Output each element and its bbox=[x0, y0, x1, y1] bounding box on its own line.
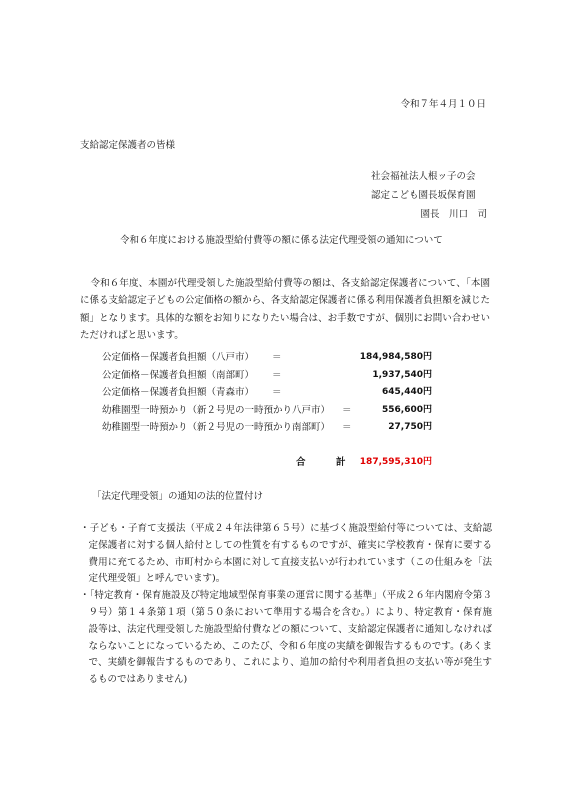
amount-row bbox=[102, 386, 432, 404]
amount-value: 184,984,580円 bbox=[359, 352, 432, 362]
amount-equals: ＝ bbox=[342, 404, 352, 416]
total-row bbox=[296, 456, 432, 473]
amount-row bbox=[102, 369, 432, 387]
section-title: 「法定代理受領」の通知の法的位置付け bbox=[92, 491, 264, 502]
amount-equals: ＝ bbox=[272, 387, 282, 398]
amount-equals: ＝ bbox=[272, 369, 282, 381]
legal-basis-bullet: ・子ども・子育て支援法（平成２４年法律第６５号）に基づく施設型給付等については、支給認定保護者に対する個人給付としての性質を有するものですが、確実に学校教育・保育に要する費用に充てるため、市町村から本園に対して直接支払いが行われています（この仕組みを「法定代理受領」と呼んでいます)。 bbox=[80, 523, 492, 585]
total-label-1: 合 bbox=[296, 457, 306, 468]
amount-label: 幼稚園型一時預かり（新２号児の一時預かり南部町） bbox=[102, 422, 331, 433]
sender-facility: 認定こども園長坂保育園 bbox=[371, 190, 476, 201]
amount-value: 645,440円 bbox=[382, 387, 432, 397]
document-title: 令和６年度における施設型給付費等の額に係る法定代理受領の通知について bbox=[120, 235, 443, 246]
amount-row bbox=[102, 404, 432, 422]
amount-value: 1,937,540円 bbox=[372, 369, 432, 380]
amounts-list bbox=[102, 351, 432, 439]
total-value: 187,595,310円 bbox=[359, 457, 432, 467]
sender-director: 園長 川口 司 bbox=[420, 209, 487, 220]
legal-basis-section bbox=[80, 521, 492, 689]
total-label-2: 計 bbox=[336, 457, 346, 468]
amount-label: 公定価格－保護者負担額（八戸市） bbox=[102, 352, 255, 363]
sender-block bbox=[371, 167, 487, 224]
amount-label: 公定価格－保護者負担額（青森市） bbox=[102, 387, 255, 398]
amount-row bbox=[102, 351, 432, 369]
amount-row bbox=[102, 421, 432, 439]
amount-value: 27,750円 bbox=[388, 422, 432, 432]
sender-organization: 社会福祉法人根ッ子の会 bbox=[371, 171, 476, 182]
intro-paragraph: 令和６年度、本園が代理受領した施設型給付費等の額は、各支給認定保護者について、｢本園に係る支給認定子どもの公定価格の額から、各支給認定保護者に係る利用保護者負担額を減じた額」となります。具体的な額をお知りになりたい場合は、お手数ですが、個別にお問い合わせいただければと思います。 bbox=[80, 277, 490, 341]
amount-equals: ＝ bbox=[342, 422, 352, 433]
document-date: 令和７年４月１０日 bbox=[400, 99, 486, 110]
amount-value: 556,600円 bbox=[382, 404, 432, 415]
legal-basis-bullet: ・｢特定教育・保育施設及び特定地域型保育事業の運営に関する基準」（平成２６年内閣府令第３９号）第１４条第１項（第５０条において準用する場合を含む。）により、特定教育・保育施設等は、法定代理受領した施設型給付費などの額について、支給認定保護者に通知しなければならないことになっているため、このたび、令和６年度の実績を御報告するものです。(あくまで、実績を御報告するものであり、これにより、追加の給付や利用者負担の支払い等が発生するものではありません) bbox=[80, 590, 492, 686]
amount-label: 公定価格－保護者負担額（南部町） bbox=[102, 369, 255, 381]
amount-label: 幼稚園型一時預かり（新２号児の一時預かり八戸市） bbox=[102, 404, 331, 416]
addressee: 支給認定保護者の皆様 bbox=[80, 140, 176, 151]
amount-equals: ＝ bbox=[272, 352, 282, 363]
